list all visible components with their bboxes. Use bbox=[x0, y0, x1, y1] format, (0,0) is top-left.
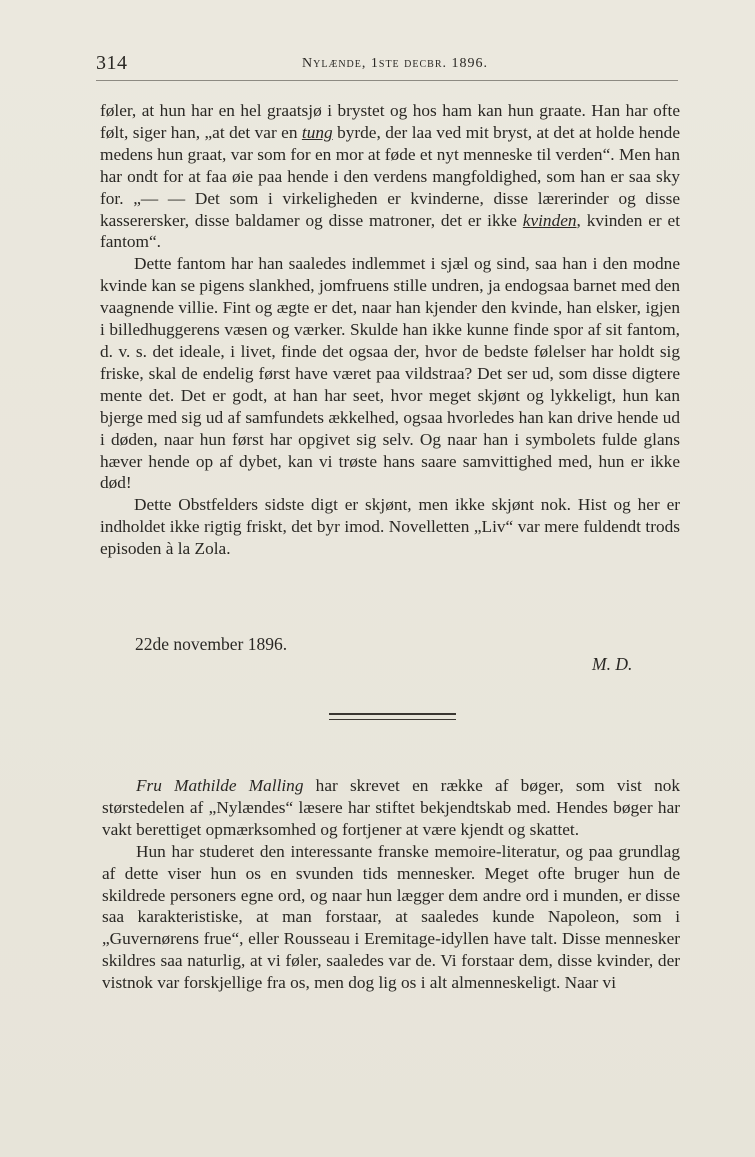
paragraph: Dette Obstfelders sidste digt er skjønt, men ikke skjønt nok. Hist og her er indholdet ikke rigtig friskt, det byr imod. Novelletten „Liv“ var mere fuldendt trods episoden à la Zola. bbox=[100, 495, 680, 559]
section-divider bbox=[329, 713, 456, 720]
emphasis-tung: tung bbox=[301, 122, 333, 142]
text-run: føler, at hun har en hel graatsjø i brystet og hos ham kan hun graate. Han har ofte følt, siger han, „at det var en bbox=[100, 101, 680, 142]
paragraph: Hun har studeret den interessante franske memoire-literatur, og paa grundlag af dette viser hun os en svunden tids mennesker. Meget ofte bruger hun de skildrede personers egne ord, og naar hun lægger dem andre ord i munden, er disse saa karakteristiske, at man forstaar, at saaledes kunde Napoleon, som i „Guvernørens frue“, eller Rousseau i Eremitage-idyllen have talt. Disse mennesker skildres saa naturlig, at vi føler, saaledes var de. Vi forstaar dem, disse kvinder, der vistnok var forskjellige fra os, men dog lig os i alt almenneskeligt. Naar vi bbox=[102, 841, 680, 993]
review-body bbox=[102, 775, 680, 994]
page-number: 314 bbox=[96, 52, 128, 74]
article-date: 22de november 1896. bbox=[135, 634, 288, 654]
emphasis-kvinden: kvinden bbox=[522, 210, 577, 230]
paragraph bbox=[102, 775, 680, 841]
page-header bbox=[92, 52, 682, 82]
paragraph: Dette fantom har han saaledes indlemmet i sjæl og sind, saa han i den modne kvinde kan se pigens slankhed, jomfruens stille undren, ja endogsaa barnet med den vaagnende villie. Fint og ægte er det, naar han kjender den kvinde, han elsker, igjen i billedhuggerens væsen og værker. Skulde han ikke kunne finde spor af sit fantom, d. v. s. det ideale, i livet, finde det ogsaa der, hvor de bedste følelser har holdt sig friske, skal de endelig først have været paa vildstraa? Det ser ud, som disse digtere mente det. Det er godt, at han har seet, hvor meget skjønt og lykkeligt, hun kan bjerge med sig ud af samfundets ækkelhed, ogsaa hvorledes han kan drive hende ud i døden, naar hun først har opgivet sig selv. Og naar han i symbolets fulde glans hæver hende op af dybet, kan vi trøste hans saare samvittighed med, hun er ikke død! bbox=[100, 254, 680, 493]
paragraph bbox=[100, 100, 680, 253]
text-run: , kvinden er et fantom“. bbox=[100, 210, 680, 252]
article-body bbox=[100, 100, 680, 560]
text-run: byrde, der laa ved mit bryst, at det at holde hende medens hun graat, var som for en mor at føde et nyt menneske til verden“. Men han har ondt for at faa øie paa hende i den verdens mangfoldighed, som han er saa sky for. „— — Det som i virkeligheden er kvinderne, disse lærerinder og disse kasserersker, disse baldamer og disse matroner, det er ikke bbox=[100, 122, 680, 230]
author-name: Fru Mathilde Malling bbox=[136, 776, 304, 795]
running-title: Nylænde, 1ste decbr. 1896. bbox=[302, 56, 489, 71]
author-signature: M. D. bbox=[592, 654, 633, 674]
text-run: har skrevet en række af bøger, som vist nok størstedelen af „Nylændes“ læsere har stiftet bekjendtskab med. Hendes bøger har vakt berettiget opmærksomhed og fortjener at være kjendt og skattet. bbox=[102, 776, 680, 839]
header-rule bbox=[96, 80, 678, 81]
